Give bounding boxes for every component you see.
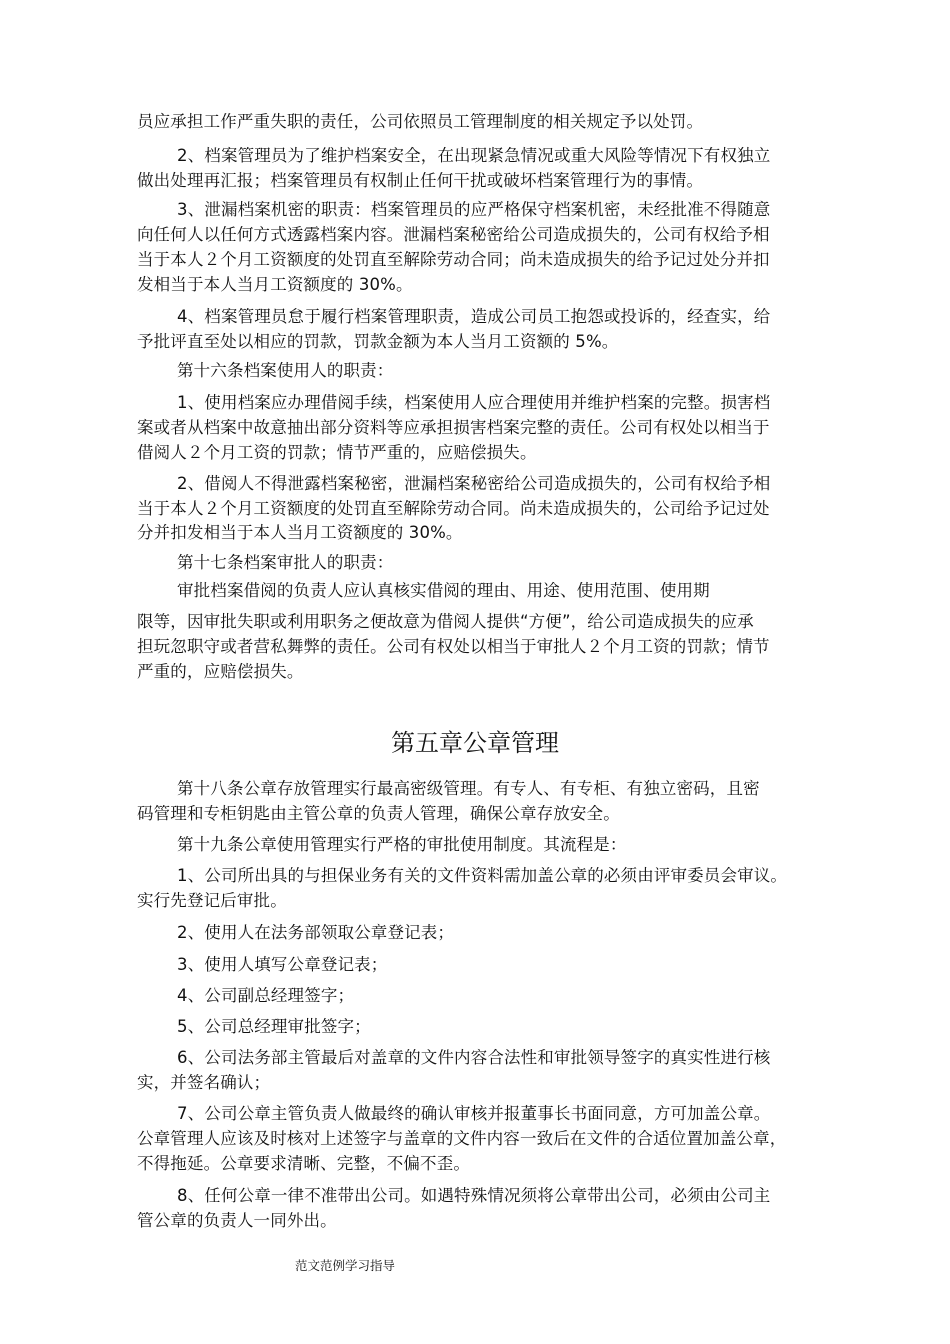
paragraph-line: 实，并签名确认； xyxy=(137,1073,271,1092)
paragraph-line: 3、泄漏档案机密的职责：档案管理员的应严格保守档案机密，未经批准不得随意 xyxy=(177,200,771,219)
paragraph-line: 2、使用人在法务部领取公章登记表； xyxy=(177,923,455,942)
paragraph-line: 管公章的负责人一同外出。 xyxy=(137,1211,337,1230)
paragraph-line: 3、使用人填写公章登记表； xyxy=(177,955,388,974)
paragraph-line: 2、档案管理员为了维护档案安全，在出现紧急情况或重大风险等情况下有权独立 xyxy=(177,146,771,165)
paragraph-line: 发相当于本人当月工资额度的 30%。 xyxy=(137,275,413,294)
paragraph-line: 实行先登记后审批。 xyxy=(137,891,287,910)
paragraph-line: 向任何人以任何方式透露档案内容。泄漏档案秘密给公司造成损失的，公司有权给予相 xyxy=(137,225,770,244)
page-footer: 范文范例学习指导 xyxy=(295,1258,396,1273)
section-heading: 第十七条档案审批人的职责： xyxy=(177,553,394,572)
paragraph-line: 公章管理人应该及时核对上述签字与盖章的文件内容一致后在文件的合适位置加盖公章， xyxy=(137,1129,787,1148)
paragraph-line: 当于本人２个月工资额度的处罚直至解除劳动合同；尚未造成损失的给予记过处分并扣 xyxy=(137,250,770,269)
paragraph-line: 案或者从档案中故意抽出部分资料等应承担损害档案完整的责任。公司有权处以相当于 xyxy=(137,418,770,437)
paragraph-line: 不得拖延。公章要求清晰、完整，不偏不歪。 xyxy=(137,1154,470,1173)
paragraph-line: 1、使用档案应办理借阅手续，档案使用人应合理使用并维护档案的完整。损害档 xyxy=(177,393,771,412)
paragraph-line: 2、借阅人不得泄露档案秘密，泄漏档案秘密给公司造成损失的，公司有权给予相 xyxy=(177,474,771,493)
paragraph-line: 6、公司法务部主管最后对盖章的文件内容合法性和审批领导签字的真实性进行核 xyxy=(177,1048,771,1067)
paragraph-line: 做出处理再汇报；档案管理员有权制止任何干扰或破坏档案管理行为的事情。 xyxy=(137,171,704,190)
paragraph-line: 8、任何公章一律不准带出公司。如遇特殊情况须将公章带出公司，必须由公司主 xyxy=(177,1186,771,1205)
paragraph-line: 第十八条公章存放管理实行最高密级管理。有专人、有专柜、有独立密码，且密 xyxy=(177,779,760,798)
paragraph-line: 5、公司总经理审批签字； xyxy=(177,1017,371,1036)
paragraph-line: 严重的，应赔偿损失。 xyxy=(137,662,304,681)
paragraph-line: 4、公司副总经理签字； xyxy=(177,986,355,1005)
paragraph-line: 4、档案管理员怠于履行档案管理职责，造成公司员工抱怨或投诉的，经查实，给 xyxy=(177,307,771,326)
section-heading: 第十六条档案使用人的职责： xyxy=(177,361,394,380)
paragraph-line: 借阅人２个月工资的罚款；情节严重的，应赔偿损失。 xyxy=(137,443,537,462)
paragraph-line: 员应承担工作严重失职的责任，公司依照员工管理制度的相关规定予以处罚。 xyxy=(137,112,704,131)
paragraph-line: 1、公司所出具的与担保业务有关的文件资料需加盖公章的必须由评审委员会审议。 xyxy=(177,866,788,885)
paragraph-line: 限等，因审批失职或利用职务之便故意为借阅人提供“方便”，给公司造成损失的应承 xyxy=(137,612,754,631)
paragraph-line: 7、公司公章主管负责人做最终的确认审核并报董事长书面同意，方可加盖公章。 xyxy=(177,1104,771,1123)
paragraph-line: 第十九条公章使用管理实行严格的审批使用制度。其流程是： xyxy=(177,835,627,854)
paragraph-line: 予批评直至处以相应的罚款，罚款金额为本人当月工资额的 5%。 xyxy=(137,332,619,351)
paragraph-line: 码管理和专柜钥匙由主管公章的负责人管理，确保公章存放安全。 xyxy=(137,804,620,823)
chapter-title: 第五章公章管理 xyxy=(391,729,559,757)
paragraph-line: 当于本人２个月工资额度的处罚直至解除劳动合同。尚未造成损失的，公司给予记过处 xyxy=(137,499,770,518)
paragraph-line: 担玩忽职守或者营私舞弊的责任。公司有权处以相当于审批人２个月工资的罚款；情节 xyxy=(137,637,770,656)
paragraph-line: 审批档案借阅的负责人应认真核实借阅的理由、用途、使用范围、使用期 xyxy=(177,581,710,600)
paragraph-line: 分并扣发相当于本人当月工资额度的 30%。 xyxy=(137,523,463,542)
